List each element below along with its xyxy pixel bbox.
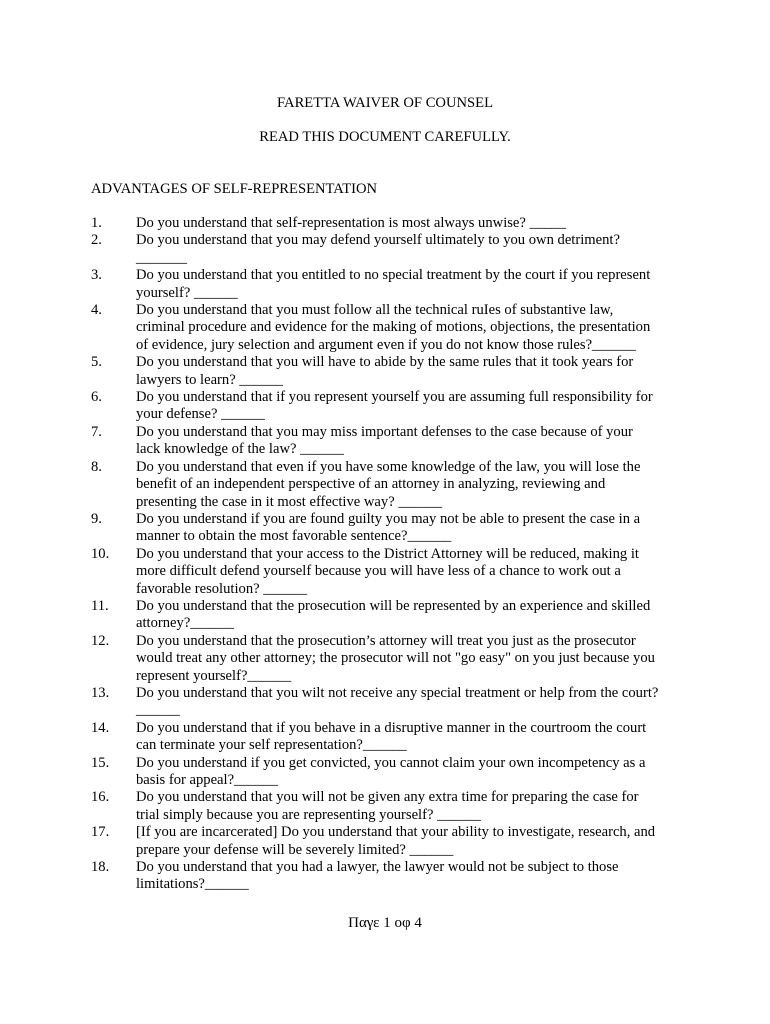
question-text-line: attorney?______: [136, 615, 235, 632]
question-number: 2.: [91, 232, 102, 249]
question-text: [136, 789, 691, 824]
question-number: 5.: [91, 354, 102, 371]
question-text-line: Do you understand that you had a lawyer, the lawyer would not be subject to those: [136, 859, 619, 876]
question-text-line: your defense? ______: [136, 406, 265, 423]
question-number: 14.: [91, 719, 110, 736]
question-number: 13.: [91, 684, 110, 701]
question-item: [91, 824, 691, 859]
question-text-line: of evidence, jury selection and argument even if you do not know those rules?______: [136, 336, 636, 353]
question-text-line: Do you understand that your access to the District Attorney will be reduced, making it: [136, 545, 639, 562]
question-item: [91, 755, 691, 790]
question-item: [91, 215, 691, 232]
question-text: [136, 389, 691, 424]
section-heading: ADVANTAGES OF SELF-REPRESENTATION: [91, 181, 378, 197]
question-text-line: benefit of an independent perspective of an attorney in analyzing, reviewing and: [136, 476, 606, 493]
question-text: [136, 598, 691, 633]
question-text-line: trial simply because you are representing yourself? ______: [136, 806, 481, 823]
question-text-line: Do you understand that you will not be given any extra time for preparing the case for: [136, 789, 639, 806]
question-text-line: [If you are incarcerated] Do you understand that your ability to investigate, research, and: [136, 824, 656, 841]
question-text-line: Do you understand if you get convicted, you cannot claim your own incompetency as a: [136, 754, 646, 771]
question-item: [91, 459, 691, 511]
question-text: [136, 302, 691, 354]
question-text-line: Do you understand that the prosecution will be represented by an experience and skilled: [136, 597, 651, 614]
question-text-line: manner to obtain the most favorable sentence?______: [136, 528, 452, 545]
question-text: [136, 267, 691, 302]
question-text: [136, 685, 691, 720]
question-text-line: criminal procedure and evidence for the making of motions, objections, the presentation: [136, 319, 651, 336]
question-text-line: represent yourself?______: [136, 667, 292, 684]
question-number: 15.: [91, 754, 110, 771]
question-text-line: favorable resolution? ______: [136, 580, 308, 597]
question-item: [91, 267, 691, 302]
question-item: [91, 232, 691, 267]
question-text-line: lawyers to learn? ______: [136, 371, 284, 388]
question-text-line: Do you understand that self-representation is most always unwise? _____: [136, 215, 567, 231]
question-text: [136, 215, 691, 232]
question-text-line: Do you understand if you are found guilty you may not be able to present the case in a: [136, 510, 641, 527]
question-number: 12.: [91, 632, 110, 649]
question-text-line: Do you understand that you may miss important defenses to the case because of your: [136, 423, 633, 440]
question-text-line: Do you understand that the prosecution’s attorney will treat you just as the prosecutor: [136, 632, 636, 649]
question-text: [136, 633, 691, 685]
question-text-line: Do you understand that you will have to abide by the same rules that it took years for: [136, 354, 634, 371]
question-number: 8.: [91, 458, 102, 475]
question-text: [136, 232, 691, 267]
question-item: [91, 859, 691, 894]
question-item: [91, 789, 691, 824]
question-text-line: prepare your defense will be severely limited? ______: [136, 841, 454, 858]
question-item: [91, 598, 691, 633]
question-number: 9.: [91, 510, 102, 527]
question-text-line: yourself? ______: [136, 284, 238, 301]
question-text-line: Do you understand that you wilt not receive any special treatment or help from the court?: [136, 684, 659, 701]
question-number: 18.: [91, 859, 110, 876]
question-number: 10.: [91, 545, 110, 562]
question-text: [136, 546, 691, 598]
question-number: 17.: [91, 824, 110, 841]
question-text: [136, 824, 691, 859]
question-text-line: Do you understand that even if you have some knowledge of the law, you will lose the: [136, 458, 641, 475]
question-text-line: more difficult defend yourself because you will have less of a chance to work out a: [136, 563, 621, 580]
question-item: [91, 685, 691, 720]
question-text: [136, 859, 691, 894]
question-text-line: ______: [136, 702, 180, 719]
question-text-line: can terminate your self representation?______: [136, 737, 407, 754]
question-item: [91, 424, 691, 459]
question-item: [91, 546, 691, 598]
question-text-line: Do you understand that you entitled to no special treatment by the court if you represent: [136, 267, 651, 284]
question-text: [136, 459, 691, 511]
document-title: FARETTA WAIVER OF COUNSEL: [277, 95, 493, 111]
question-list: [91, 215, 691, 894]
question-item: [91, 354, 691, 389]
question-text: [136, 511, 691, 546]
question-number: 11.: [91, 597, 109, 614]
question-item: [91, 302, 691, 354]
question-number: 6.: [91, 389, 102, 406]
question-number: 4.: [91, 302, 102, 319]
question-number: 1.: [91, 215, 102, 231]
question-text-line: _______: [136, 249, 188, 266]
question-number: 7.: [91, 423, 102, 440]
question-item: [91, 389, 691, 424]
question-text-line: limitations?______: [136, 876, 249, 893]
question-text: [136, 720, 691, 755]
question-text-line: Do you understand that you must follow all the technical ruIes of substantive law,: [136, 302, 614, 319]
question-text-line: Do you understand that if you represent yourself you are assuming full responsibility for: [136, 389, 653, 406]
question-text-line: presenting the case in it most effective way? ______: [136, 493, 443, 510]
question-text: [136, 354, 691, 389]
question-text-line: basis for appeal?______: [136, 772, 278, 788]
question-item: [91, 720, 691, 755]
question-item: [91, 633, 691, 685]
question-text-line: lack knowledge of the law? ______: [136, 441, 344, 458]
question-item: [91, 511, 691, 546]
page-footer: Παγε 1 οφ 4: [348, 915, 422, 931]
question-text-line: Do you understand that you may defend yourself ultimately to you own detriment?: [136, 232, 620, 249]
question-number: 3.: [91, 267, 102, 284]
question-text: [136, 424, 691, 459]
question-text: [136, 755, 691, 790]
question-text-line: Do you understand that if you behave in a disruptive manner in the courtroom the court: [136, 719, 647, 736]
document-instruction: READ THIS DOCUMENT CAREFULLY.: [259, 129, 511, 145]
question-text-line: would treat any other attorney; the prosecutor will not "go easy" on you just because you: [136, 650, 655, 667]
question-number: 16.: [91, 789, 110, 806]
